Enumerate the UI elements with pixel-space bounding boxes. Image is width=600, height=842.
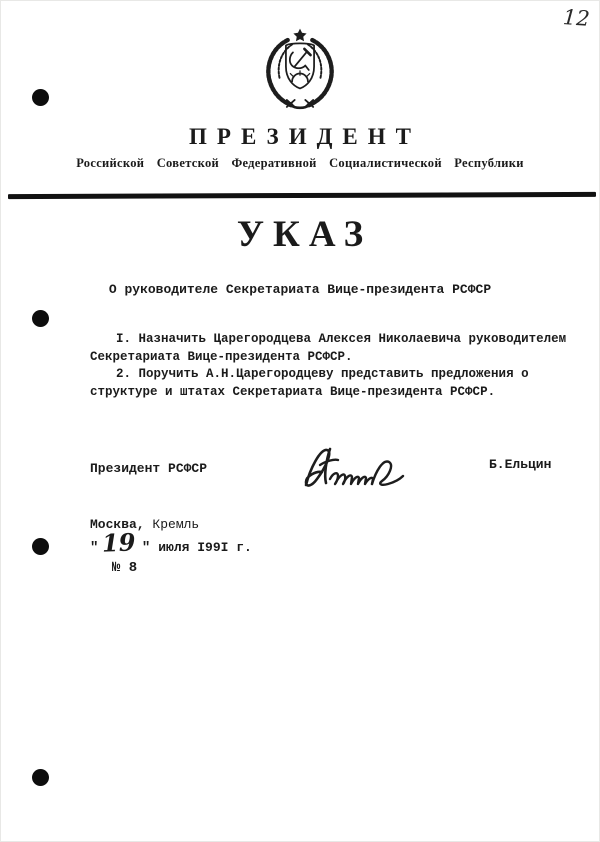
handwritten-page-number: 12	[562, 5, 591, 31]
issue-date	[90, 527, 252, 558]
issue-place-kremlin: Кремль	[152, 517, 200, 532]
doc-type-title: УКАЗ	[236, 214, 373, 255]
date-open-quote: "	[90, 540, 101, 556]
date-month-year: июля I99I г.	[158, 540, 252, 555]
org-title: ПРЕЗИДЕНТ	[189, 124, 421, 149]
rsfsr-emblem-icon	[256, 26, 344, 114]
punch-dot-icon	[32, 538, 49, 555]
decree-subject: О руководителе Секретариата Вице-президента РСФСР	[108, 282, 492, 297]
punch-dot-icon	[32, 310, 49, 327]
punch-dot-icon	[32, 769, 49, 786]
signature-icon	[286, 441, 406, 491]
date-close-quote: "	[141, 540, 153, 556]
handwritten-day: 19	[101, 527, 137, 558]
punch-dot-icon	[32, 89, 49, 106]
issue-place-city: Москва,	[90, 517, 145, 532]
org-subtitle: Российской Советской Федеративной Социалистической Республики	[76, 156, 524, 170]
signer-title: Президент РСФСР	[90, 461, 208, 476]
signer-name: Б.Ельцин	[489, 457, 552, 472]
header-rule	[8, 192, 596, 199]
decree-number: № 8	[112, 560, 138, 576]
body-paragraph-1: I. Назначить Царегородцева Алексея Николаевича руководителем Секретариата Вице-президента РСФСР.	[90, 332, 567, 364]
body-paragraph-2: 2. Поручить А.Н.Царегородцеву представить предложения о структуре и штатах Секретариата Вице-президента РСФСР.	[90, 367, 529, 399]
decree-body	[90, 331, 576, 401]
